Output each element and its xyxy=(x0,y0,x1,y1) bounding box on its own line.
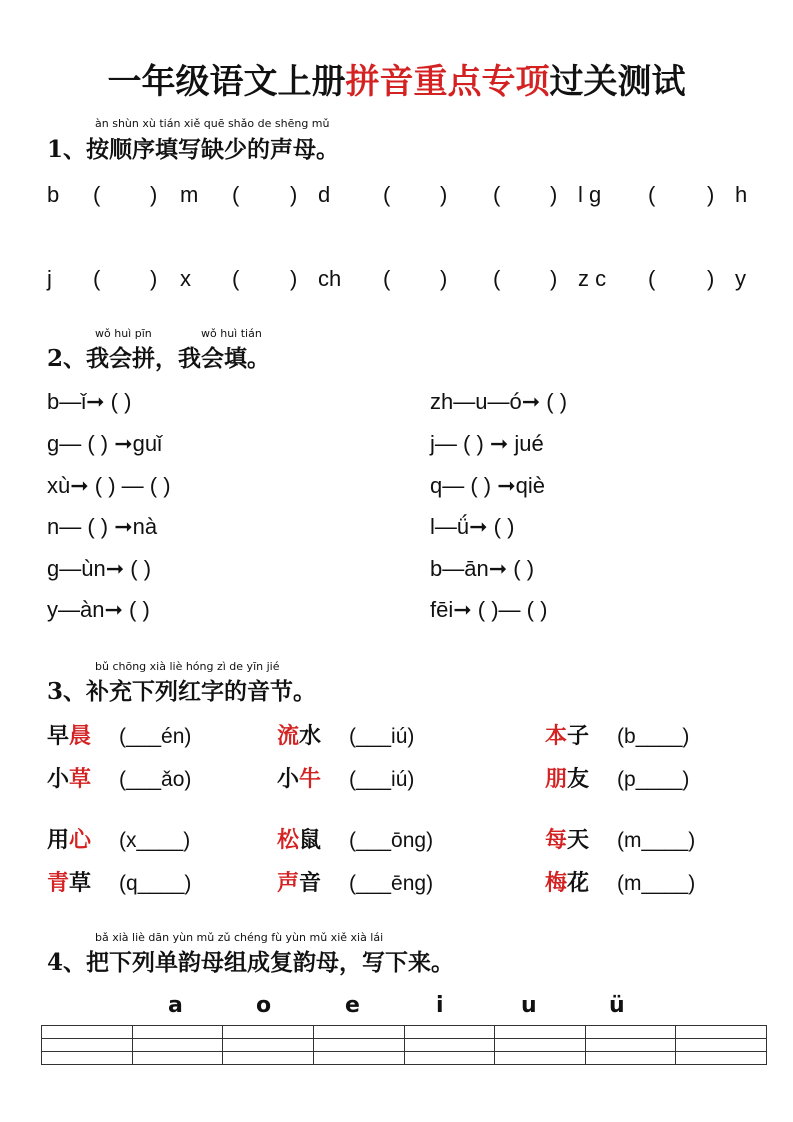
char: 流 xyxy=(277,723,300,749)
char: 心 xyxy=(69,827,92,853)
answer-cell[interactable] xyxy=(676,1039,767,1052)
q4-pinyin: bǎ xià liè dān yùn mǔ zǔ chéng fù yùn mǔ xiě xià lái xyxy=(95,931,384,944)
q3-item[interactable] xyxy=(277,866,433,897)
q2-item[interactable]: g—ùn➞ ( ) xyxy=(47,556,152,581)
answer-cell[interactable] xyxy=(676,1026,767,1039)
word xyxy=(545,827,589,853)
paren: ) xyxy=(440,266,448,291)
word xyxy=(47,723,91,749)
q2-item[interactable]: g— ( ) ➞guǐ xyxy=(47,431,163,456)
q3-heading: 3、补充下列红字的音节。 xyxy=(47,678,317,705)
paren: ( xyxy=(648,182,656,207)
q3-item[interactable] xyxy=(47,719,191,750)
char: 音 xyxy=(299,870,322,896)
answer-cell[interactable] xyxy=(495,1052,586,1065)
paren: ) xyxy=(290,182,298,207)
word xyxy=(545,766,589,792)
title-part2-highlight: 拼音重点专项 xyxy=(345,62,550,102)
initial-letter: m xyxy=(180,182,199,207)
initial-letter: j xyxy=(47,266,52,291)
paren: ( xyxy=(93,266,101,291)
paren: ) xyxy=(150,266,158,291)
syllable-blank[interactable]: (___iú) xyxy=(349,768,415,791)
answer-cell[interactable] xyxy=(223,1052,314,1065)
char: 子 xyxy=(567,723,590,749)
paren: ( xyxy=(493,266,501,291)
paren: ( xyxy=(232,266,240,291)
syllable-blank[interactable]: (___iú) xyxy=(349,725,415,748)
initial-letter: y xyxy=(735,266,746,291)
paren: ) xyxy=(550,182,558,207)
answer-cell[interactable] xyxy=(132,1026,223,1039)
syllable-blank[interactable]: (q____) xyxy=(119,872,192,895)
word xyxy=(277,870,321,896)
answer-cell[interactable] xyxy=(585,1026,676,1039)
paren: ) xyxy=(150,182,158,207)
answer-cell[interactable] xyxy=(223,1026,314,1039)
syllable-blank[interactable]: (___ǎo) xyxy=(119,768,192,791)
answer-cell[interactable] xyxy=(42,1052,133,1065)
char: 松 xyxy=(277,827,300,853)
initial-letter: b xyxy=(47,182,60,207)
answer-cell[interactable] xyxy=(132,1052,223,1065)
char: 小 xyxy=(47,766,70,792)
syllable-blank[interactable]: (p____) xyxy=(617,768,690,791)
q1-heading: 1、按顺序填写缺少的声母。 xyxy=(47,136,340,163)
initial-letter: h xyxy=(735,182,748,207)
char: 草 xyxy=(69,870,92,896)
initial-letter: ch xyxy=(318,266,342,291)
vowel: i xyxy=(436,993,444,1018)
char: 晨 xyxy=(69,723,92,749)
word xyxy=(545,723,589,749)
syllable-blank[interactable]: (x____) xyxy=(119,829,191,852)
char: 本 xyxy=(545,723,568,749)
word xyxy=(277,827,321,853)
paren: ) xyxy=(290,266,298,291)
answer-cell[interactable] xyxy=(404,1026,495,1039)
answer-cell[interactable] xyxy=(585,1039,676,1052)
word xyxy=(47,766,91,792)
paren: ( xyxy=(383,182,391,207)
vowel: u xyxy=(521,993,537,1018)
q3-pinyin: bǔ chōng xià liè hóng zì de yīn jié xyxy=(95,660,280,673)
answer-cell[interactable] xyxy=(42,1026,133,1039)
q3-item[interactable] xyxy=(545,866,695,897)
paren: ) xyxy=(707,182,715,207)
char: 梅 xyxy=(545,870,568,896)
answer-cell[interactable] xyxy=(132,1039,223,1052)
char: 小 xyxy=(277,766,300,792)
paren: ( xyxy=(383,266,391,291)
answer-cell[interactable] xyxy=(495,1039,586,1052)
char: 天 xyxy=(567,827,590,853)
q2-item[interactable]: b—ǐ➞ ( ) xyxy=(47,389,132,414)
answer-cell[interactable] xyxy=(585,1052,676,1065)
q1-pinyin: àn shùn xù tián xiě quē shǎo de shēng mǔ xyxy=(95,117,330,130)
char: 牛 xyxy=(299,766,322,792)
word xyxy=(47,827,91,853)
q2-item[interactable]: n— ( ) ➞nà xyxy=(47,514,158,539)
char: 鼠 xyxy=(299,827,322,853)
paren: ( xyxy=(493,182,501,207)
word xyxy=(47,870,91,896)
q3-item[interactable] xyxy=(47,823,190,854)
q3-item[interactable] xyxy=(545,823,695,854)
answer-cell[interactable] xyxy=(404,1039,495,1052)
initial-letter: z c xyxy=(578,266,607,291)
answer-cell[interactable] xyxy=(495,1026,586,1039)
answer-cell[interactable] xyxy=(313,1026,404,1039)
q2-heading: 2、我会拼，我会填。 xyxy=(47,345,271,372)
paren: ) xyxy=(707,266,715,291)
title-part1: 一年级语文上册 xyxy=(107,62,346,102)
word xyxy=(277,723,321,749)
answer-cell[interactable] xyxy=(676,1052,767,1065)
char: 每 xyxy=(545,827,568,853)
q2-item[interactable]: j— ( ) ➞ jué xyxy=(430,431,544,456)
char: 草 xyxy=(69,766,92,792)
char: 青 xyxy=(47,870,70,896)
q2-item[interactable]: b—ān➞ ( ) xyxy=(430,556,535,581)
initial-letter: l g xyxy=(578,182,602,207)
char: 早 xyxy=(47,723,70,749)
syllable-blank[interactable]: (___ōng) xyxy=(349,829,434,852)
q2-pinyin-a: wǒ huì pīn xyxy=(95,327,152,340)
q3-item[interactable] xyxy=(47,866,191,897)
paren: ( xyxy=(232,182,240,207)
paren: ) xyxy=(440,182,448,207)
q3-item[interactable] xyxy=(277,762,414,793)
word xyxy=(277,766,321,792)
q2-item[interactable]: l—ǘ➞ ( ) xyxy=(430,514,515,539)
vowel: o xyxy=(256,993,272,1018)
char: 用 xyxy=(47,827,70,853)
answer-cell[interactable] xyxy=(223,1039,314,1052)
q4-heading: 4、把下列单韵母组成复韵母，写下来。 xyxy=(47,949,455,976)
q2-item[interactable]: fēi➞ ( )— ( ) xyxy=(430,597,548,622)
initial-letter: d xyxy=(318,182,331,207)
syllable-blank[interactable]: (___én) xyxy=(119,725,192,748)
char: 花 xyxy=(567,870,590,896)
page-title xyxy=(0,54,793,103)
q3-item[interactable] xyxy=(545,762,689,793)
paren: ( xyxy=(648,266,656,291)
syllable-blank[interactable]: (m____) xyxy=(617,872,696,895)
syllable-blank[interactable]: (b____) xyxy=(617,725,690,748)
q2-item[interactable]: zh—u—ó➞ ( ) xyxy=(430,389,568,414)
vowel: a xyxy=(168,993,183,1018)
q2-item[interactable]: xù➞ ( ) — ( ) xyxy=(47,473,171,498)
q3-item[interactable] xyxy=(545,719,689,750)
answer-cell[interactable] xyxy=(313,1039,404,1052)
char: 水 xyxy=(299,723,322,749)
answer-cell[interactable] xyxy=(404,1052,495,1065)
syllable-blank[interactable]: (___ēng) xyxy=(349,872,434,895)
title-part3: 过关测试 xyxy=(549,62,686,102)
syllable-blank[interactable]: (m____) xyxy=(617,829,696,852)
q2-item[interactable]: q— ( ) ➞qiè xyxy=(430,473,546,498)
initial-letter: x xyxy=(180,266,191,291)
answer-cell[interactable] xyxy=(313,1052,404,1065)
answer-cell[interactable] xyxy=(42,1039,133,1052)
char: 朋 xyxy=(545,766,568,792)
q3-item[interactable] xyxy=(47,762,191,793)
paren: ( xyxy=(93,182,101,207)
char: 声 xyxy=(277,870,300,896)
q3-item[interactable] xyxy=(277,823,433,854)
answer-grid xyxy=(41,1025,767,1065)
q3-item[interactable] xyxy=(277,719,414,750)
paren: ) xyxy=(550,266,558,291)
q2-pinyin-b: wǒ huì tián xyxy=(201,327,262,340)
vowel: e xyxy=(345,993,360,1018)
vowel: ü xyxy=(609,993,625,1018)
char: 友 xyxy=(567,766,590,792)
word xyxy=(545,870,589,896)
q2-item[interactable]: y—àn➞ ( ) xyxy=(47,597,150,622)
